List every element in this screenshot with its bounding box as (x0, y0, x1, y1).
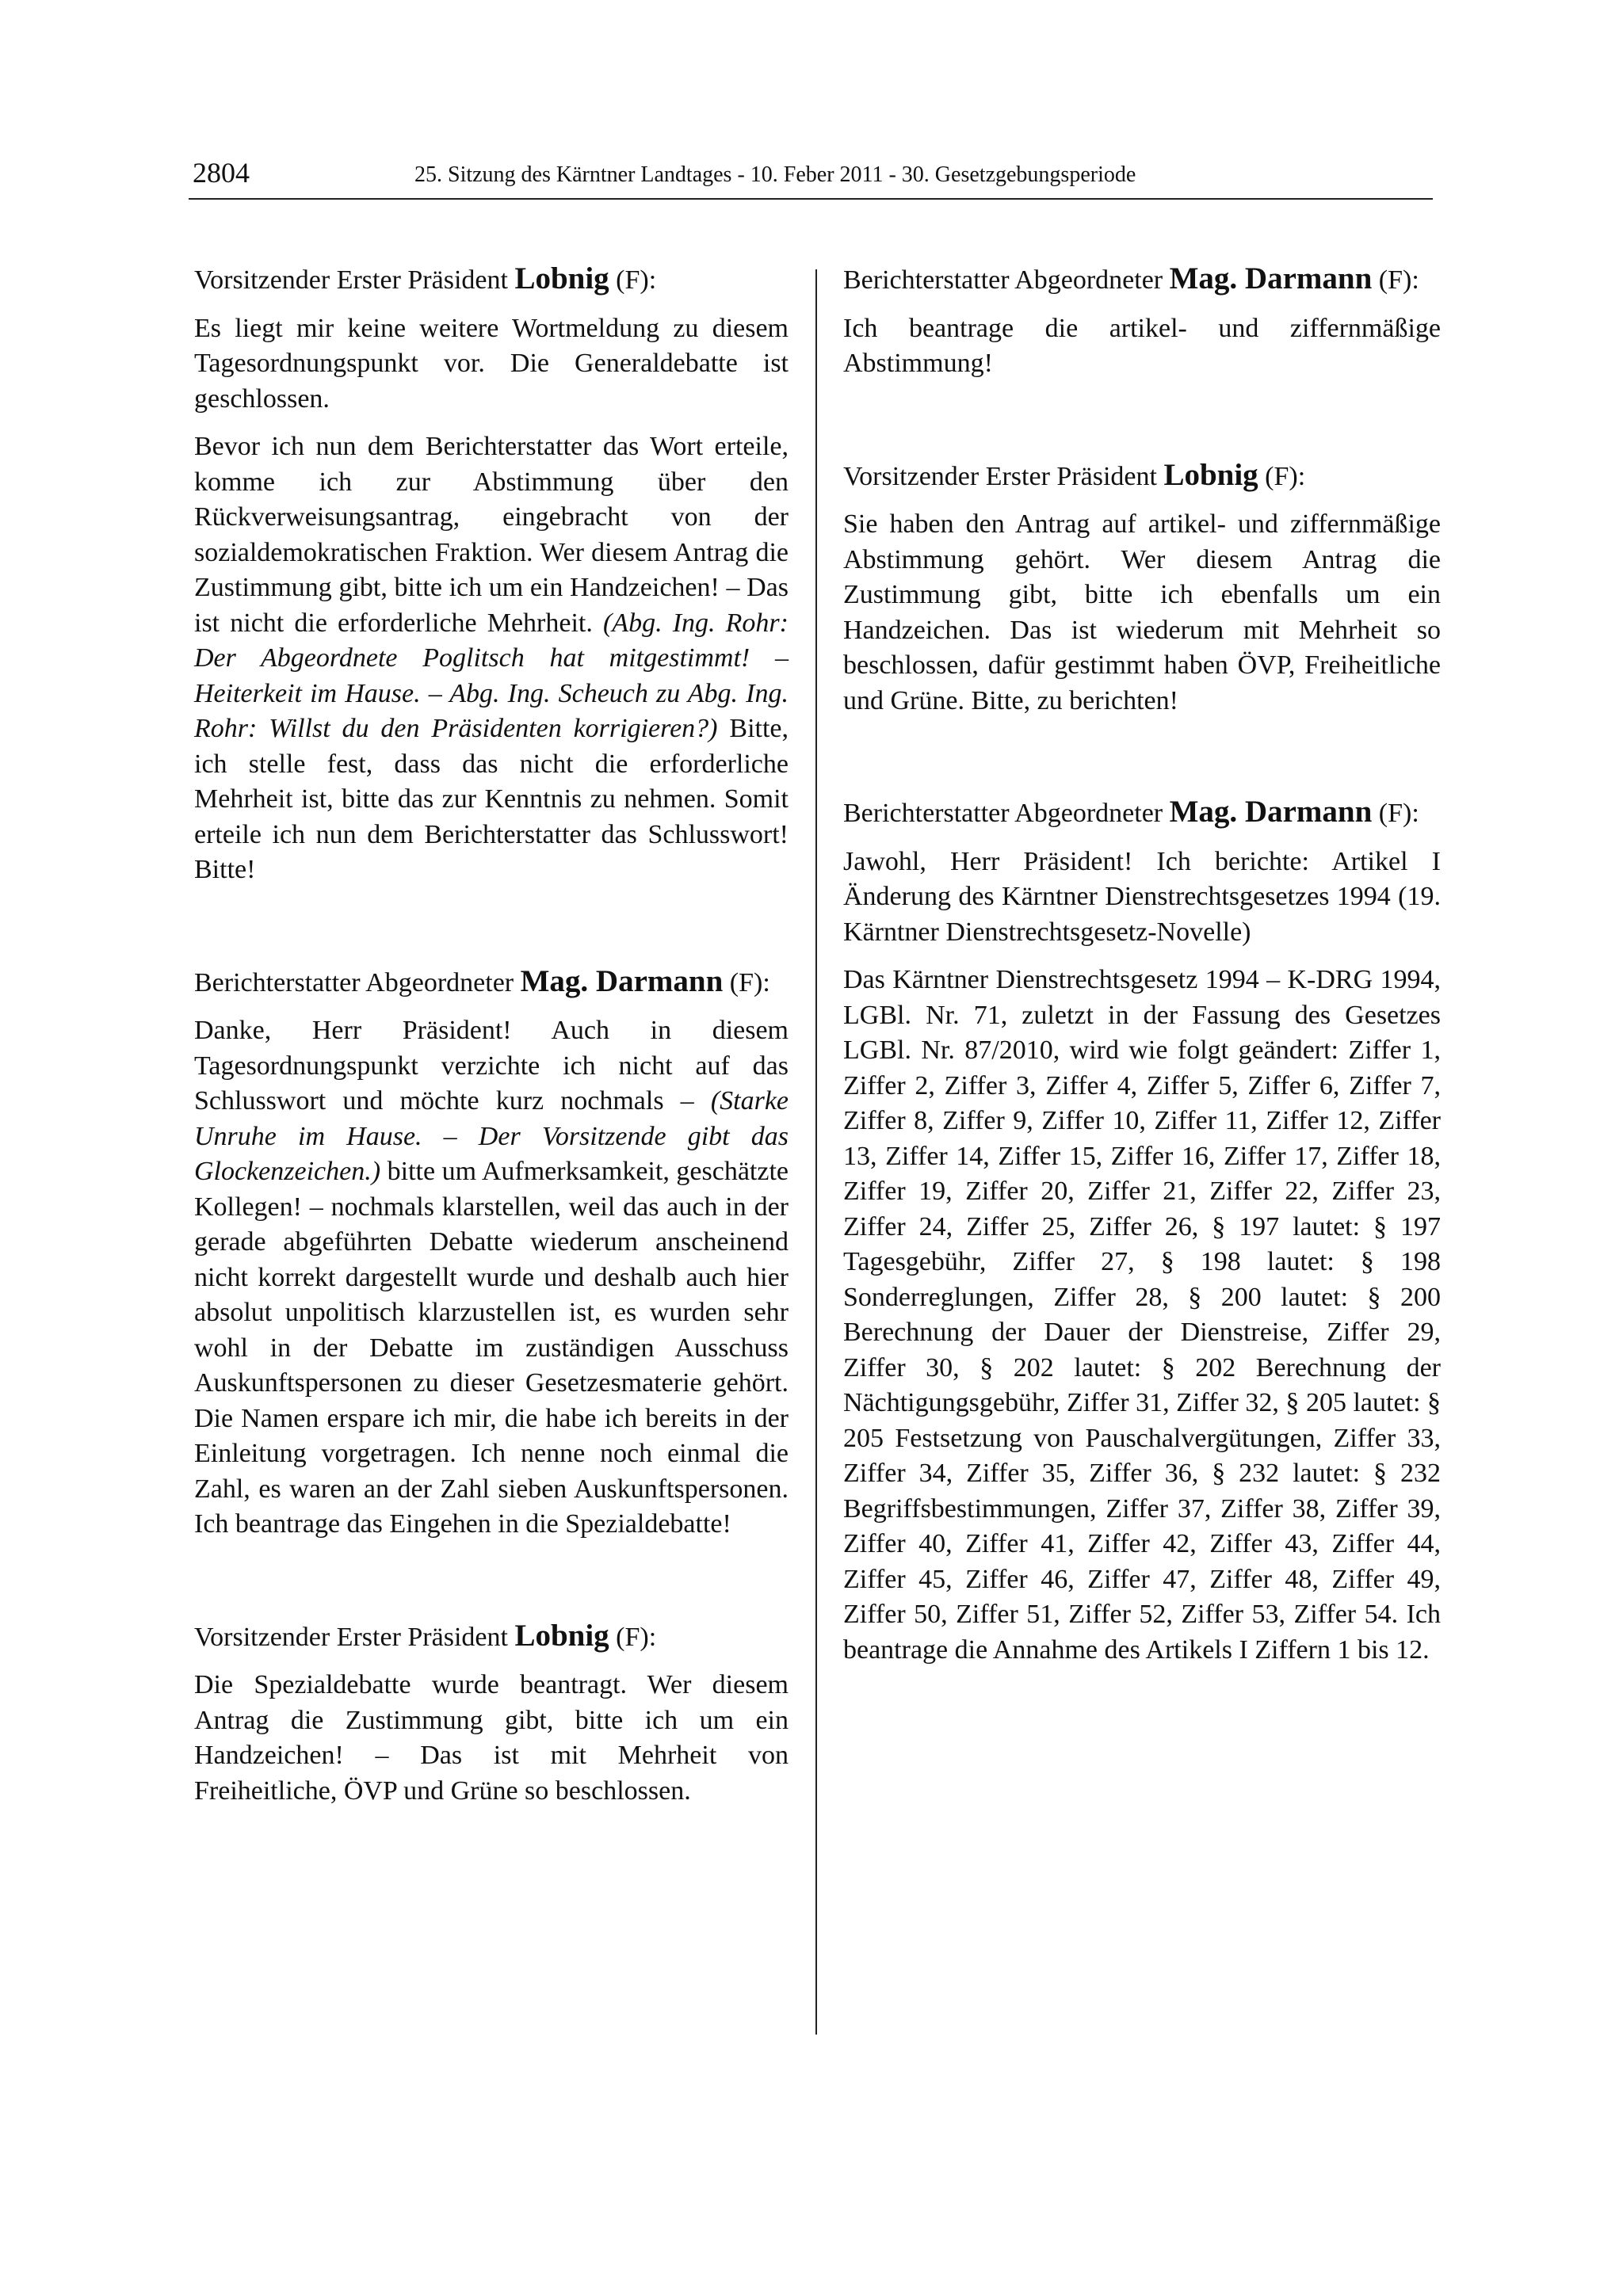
column-divider (815, 269, 817, 2035)
speech-text: Bevor ich nun dem Berichterstatter das Wort erteile, komme ich zur Abstimmung über den Rückverweisungsantrag, eingebracht von der sozialdemokratischen Fraktion. Wer diesem Antrag die Zustimmung gibt, bitte ich um ein Handzeichen! – Das ist nicht die erforderliche Mehrheit. (194, 432, 789, 638)
speaker-party: (F): (1372, 799, 1419, 828)
speaker-party: (F): (609, 265, 657, 295)
speaker-name: Lobnig (514, 1618, 609, 1653)
speech-text: bitte um Aufmerksamkeit, geschätzte Kollegen! – nochmals klarstellen, weil das auch in der gerade abgeführten Debatte wiederum anscheinend nicht korrekt dargestellt wurde und deshalb auch hier absolut unpolitisch klarzustellen ist, es wurden sehr wohl in der Debatte im zuständigen Ausschuss Auskunftspersonen zu dieser Gesetzesmaterie gehört. Die Namen erspare ich mir, die habe ich bereits in der Einleitung vorgetragen. Ich nenne noch einmal die Zahl, es waren an der Zahl sieben Auskunftspersonen. Ich beantrage das Eingehen in die Spezialdebatte! (194, 1157, 789, 1539)
speaker-role: Vorsitzender Erster Präsident (843, 461, 1164, 491)
speech-paragraph: Die Spezialdebatte wurde beantragt. Wer diesem Antrag die Zustimmung gibt, bitte ich um ein Handzeichen! – Das ist mit Mehrheit von Freiheitliche, ÖVP und Grüne so beschlossen. (194, 1670, 789, 1806)
speaker-name: Mag. Darmann (520, 963, 724, 998)
speaker-party: (F): (609, 1622, 657, 1652)
speech-paragraph: Das Kärntner Dienstrechtsgesetz 1994 – K-DRG 1994, LGBl. Nr. 71, zuletzt in der Fassung des Gesetzes LGBl. Nr. 87/2010, wird wie folgt geändert: Ziffer 1, Ziffer 2, Ziffer 3, Ziffer 4, Ziffer 5, Ziffer 6, Ziffer 7, Ziffer 8, Ziffer 9, Ziffer 10, Ziffer 11, Ziffer 12, Ziffer 13, Ziffer 14, Ziffer 15, Ziffer 16, Ziffer 17, Ziffer 18, Ziffer 19, Ziffer 20, Ziffer 21, Ziffer 22, Ziffer 23, Ziffer 24, Ziffer 25, Ziffer 26, § 197 lautet: § 197 Tagesgebühr, Ziffer 27, § 198 lautet: § 198 Sonderreglungen, Ziffer 28, § 200 lautet: § 200 Berechnung der Dauer der Dienstreise, Ziffer 29, Ziffer 30, § 202 lautet: § 202 Berechnung der Nächtigungsgebühr, Ziffer 31, Ziffer 32, § 205 lautet: § 205 Festsetzung von Pauschalvergütungen, Ziffer 33, Ziffer 34, Ziffer 35, Ziffer 36, § 232 lautet: § 232 Begriffsbestimmungen, Ziffer 37, Ziffer 38, Ziffer 39, Ziffer 40, Ziffer 41, Ziffer 42, Ziffer 43, Ziffer 44, Ziffer 45, Ziffer 46, Ziffer 47, Ziffer 48, Ziffer 49, Ziffer 50, Ziffer 51, Ziffer 52, Ziffer 53, Ziffer 54. Ich beantrage die Annahme des Artikels I Ziffern 1 bis 12. (843, 965, 1441, 1665)
speaker-name: Mag. Darmann (1169, 795, 1373, 829)
speech-paragraph: Sie haben den Antrag auf artikel- und ziffernmäßige Abstimmung gehört. Wer diesem Antrag die Zustimmung gibt, bitte ich ebenfalls um ein Handzeichen. Das ist wiederum mit Mehrheit so beschlossen, dafür gestimmt haben ÖVP, Freiheitliche und Grüne. Bitte, zu berichten! (843, 509, 1441, 715)
interjection: (Abg. Ing. Rohr: Der Abgeordnete Poglitsch hat mitgestimmt! – Heiterkeit im Hause. – Abg. Ing. Scheuch zu Abg. Ing. Rohr: Willst du den Präsidenten korrigieren?) (194, 608, 789, 743)
session-title: 25. Sitzung des Kärntner Landtages - 10. Feber 2011 - 30. Gesetzgebungsperiode (414, 162, 1136, 187)
left-column (194, 261, 789, 1809)
speaker-role: Berichterstatter Abgeordneter (843, 265, 1170, 295)
page-number: 2804 (193, 157, 250, 189)
speaker-line (843, 795, 1441, 832)
speaker-role: Berichterstatter Abgeordneter (194, 967, 521, 997)
speaker-party: (F): (723, 967, 770, 997)
speaker-line (194, 1619, 789, 1656)
speech-paragraph: Jawohl, Herr Präsident! Ich berichte: Artikel I Änderung des Kärntner Dienstrechtsgesetzes 1994 (19. Kärntner Dienstrechtsgesetz-Novelle) (843, 846, 1441, 947)
speaker-party: (F): (1372, 265, 1419, 295)
interjection: (Starke Unruhe im Hause. – Der Vorsitzende gibt das Glockenzeichen.) (194, 1086, 789, 1186)
right-column (843, 261, 1441, 1668)
speaker-name: Lobnig (514, 261, 609, 296)
speaker-line (843, 261, 1441, 299)
speaker-party: (F): (1258, 461, 1306, 491)
speech-paragraph (194, 1013, 789, 1543)
speaker-role: Berichterstatter Abgeordneter (843, 799, 1170, 828)
page-header (189, 155, 1433, 200)
speech-paragraph (194, 429, 789, 888)
speech-paragraph: Ich beantrage die artikel- und ziffernmäßige Abstimmung! (843, 313, 1441, 378)
speaker-line (194, 964, 789, 1001)
speech-text: Bitte, ich stelle fest, dass das nicht die erforderliche Mehrheit ist, bitte das zur Kenntnis zu nehmen. Somit erteile ich nun dem Berichterstatter das Schlusswort! Bitte! (194, 714, 789, 884)
speaker-line (194, 261, 789, 299)
speaker-name: Lobnig (1163, 457, 1258, 492)
speaker-line (843, 458, 1441, 495)
speaker-role: Vorsitzender Erster Präsident (194, 1622, 515, 1652)
speech-text: Danke, Herr Präsident! Auch in diesem Tagesordnungspunkt verzichte ich nicht auf das Schlusswort und möchte kurz nochmals – (194, 1016, 789, 1116)
speaker-name: Mag. Darmann (1169, 261, 1373, 296)
speech-paragraph: Es liegt mir keine weitere Wortmeldung zu diesem Tagesordnungspunkt vor. Die Generaldebatte ist geschlossen. (194, 313, 789, 414)
speaker-role: Vorsitzender Erster Präsident (194, 265, 515, 295)
